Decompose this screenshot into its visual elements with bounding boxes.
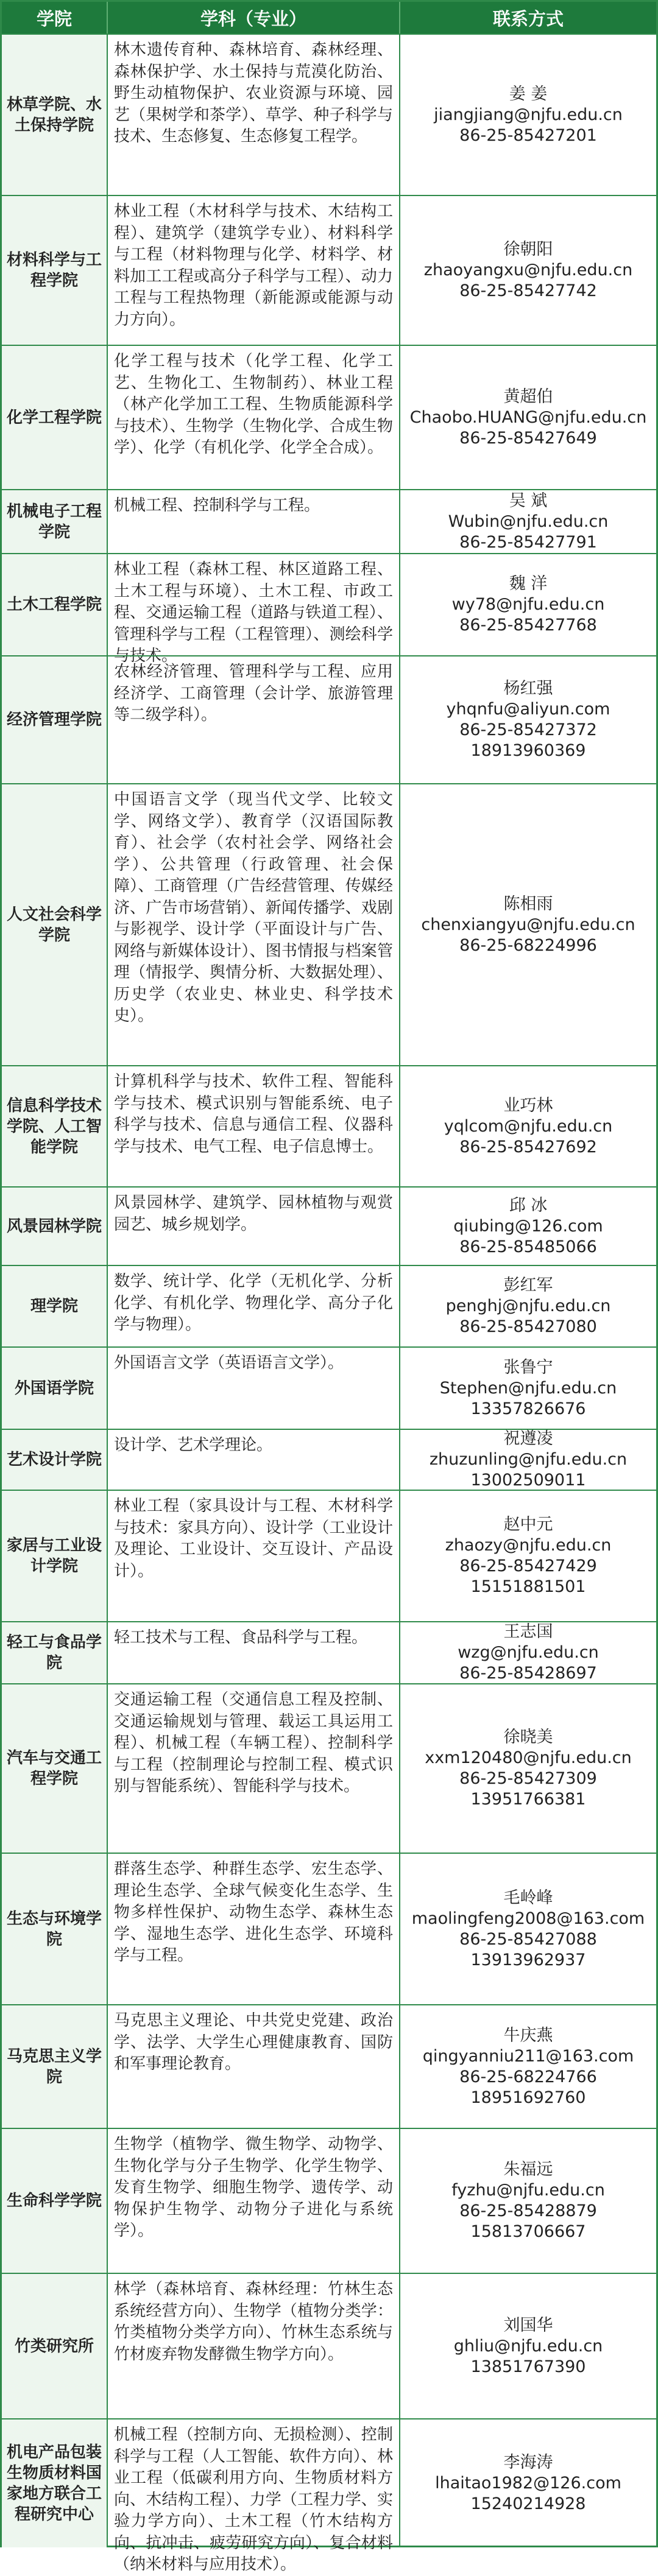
college-cell: 汽车与交通工程学院 bbox=[2, 1684, 107, 1853]
subject-cell: 农林经济管理、管理科学与工程、应用经济学、工商管理（会计学、旅游管理等二级学科）。 bbox=[107, 656, 399, 783]
table-row bbox=[2, 1065, 656, 1186]
table-row bbox=[2, 1265, 656, 1346]
subject-cell: 中国语言文学（现当代文学、比较文学、网络文学）、教育学（汉语国际教育）、社会学（农村社会学、网络社会学）、公共管理（行政管理、社会保障）、工商管理（广告经营管理、传媒经济、广告市场营销）、新闻传播学、戏剧与影视学、设计学（平面设计与广告、网络与新媒体设计）、图书情报与档案管理（情报学、舆情分析、大数据处理）、历史学（农业史、林业史、科学技术史）。 bbox=[107, 784, 399, 1065]
college-cell: 生命科学学院 bbox=[2, 2129, 107, 2273]
college-cell: 生态与环境学院 bbox=[2, 1854, 107, 2004]
college-cell: 竹类研究所 bbox=[2, 2274, 107, 2418]
college-cell: 化学工程学院 bbox=[2, 346, 107, 489]
subject-cell: 数学、统计学、化学（无机化学、分析化学、有机化学、物理化学、高分子化学与物理）。 bbox=[107, 1266, 399, 1346]
subject-cell: 林业工程（家具设计与工程、木材科学与技术：家具方向）、设计学（工业设计及理论、工业设计、交互设计、产品设计）。 bbox=[107, 1491, 399, 1621]
contact-cell: 祝遵凌 zhuzunling@njfu.edu.cn 13002509011 bbox=[399, 1430, 656, 1490]
contact-cell: 吴 斌 Wubin@njfu.edu.cn 86-25-85427791 bbox=[399, 490, 656, 553]
contact-cell: 陈相雨 chenxiangyu@njfu.edu.cn 86-25-68224996 bbox=[399, 784, 656, 1065]
subject-cell: 外国语言文学（英语语言文学）。 bbox=[107, 1348, 399, 1429]
college-cell: 人文社会科学学院 bbox=[2, 784, 107, 1065]
table-row bbox=[2, 1186, 656, 1265]
college-cell: 轻工与食品学院 bbox=[2, 1622, 107, 1683]
table-row bbox=[2, 1346, 656, 1429]
table-row bbox=[2, 195, 656, 345]
table-row bbox=[2, 2273, 656, 2418]
subject-cell: 群落生态学、种群生态学、宏生态学、理论生态学、全球气候变化生态学、生物多样性保护、动物生态学、森林生态学、湿地生态学、进化生态学、环境科学与工程。 bbox=[107, 1854, 399, 2004]
college-cell: 机械电子工程学院 bbox=[2, 490, 107, 553]
contact-cell: 赵中元 zhaozy@njfu.edu.cn 86-25-85427429 15151881501 bbox=[399, 1491, 656, 1621]
header-subject: 学科（专业） bbox=[107, 2, 399, 33]
contact-cell: 毛岭峰 maolingfeng2008@163.com 86-25-85427088 13913962937 bbox=[399, 1854, 656, 2004]
subject-cell: 风景园林学、建筑学、园林植物与观赏园艺、城乡规划学。 bbox=[107, 1188, 399, 1265]
contact-cell: 业巧林 yqlcom@njfu.edu.cn 86-25-85427692 bbox=[399, 1066, 656, 1186]
table-row bbox=[2, 783, 656, 1065]
table-row bbox=[2, 655, 656, 783]
table-row bbox=[2, 1621, 656, 1683]
college-cell: 材料科学与工程学院 bbox=[2, 196, 107, 345]
table-row bbox=[2, 33, 656, 195]
college-cell: 外国语学院 bbox=[2, 1348, 107, 1429]
contact-cell: 李海涛 lhaitao1982@126.com 15240214928 bbox=[399, 2419, 656, 2547]
table-row bbox=[2, 2418, 656, 2574]
contact-cell: 朱福远 fyzhu@njfu.edu.cn 86-25-85428879 15813706667 bbox=[399, 2129, 656, 2273]
contact-cell: 魏 洋 wy78@njfu.edu.cn 86-25-85427768 bbox=[399, 554, 656, 655]
table-row bbox=[2, 1683, 656, 1853]
subject-cell: 林木遗传育种、森林培育、森林经理、森林保护学、水土保持与荒漠化防治、野生动植物保护、农业资源与环境、园艺（果树学和茶学）、草学、种子科学与技术、生态修复、生态修复工程学。 bbox=[107, 35, 399, 195]
table-row bbox=[2, 1429, 656, 1490]
subject-cell: 化学工程与技术（化学工程、化学工艺、生物化工、生物制药）、林业工程（林产化学加工工程、生物质能源科学与技术）、生物学（生物化学、合成生物学）、化学（有机化学、化学全合成）。 bbox=[107, 346, 399, 489]
college-cell: 家居与工业设计学院 bbox=[2, 1491, 107, 1621]
contact-cell: 邱 冰 qiubing@126.com 86-25-85485066 bbox=[399, 1188, 656, 1265]
table-row bbox=[2, 2004, 656, 2128]
subject-cell: 机械工程（控制方向、无损检测）、控制科学与工程（人工智能、软件方向）、林业工程（低碳利用方向、生物质材料方向、木结构工程）、力学（工程力学、实验力学方向）、土木工程（竹木结构方向、抗冲击、疲劳研究方向）、复合材料（纳米材料与应用技术）。 bbox=[107, 2419, 399, 2547]
subject-cell: 马克思主义理论、中共党史党建、政治学、法学、大学生心理健康教育、国防和军事理论教育。 bbox=[107, 2005, 399, 2128]
table-row bbox=[2, 1853, 656, 2004]
college-cell: 马克思主义学院 bbox=[2, 2005, 107, 2128]
header-contact: 联系方式 bbox=[399, 2, 656, 33]
college-cell: 机电产品包装生物质材料国家地方联合工程研究中心 bbox=[2, 2419, 107, 2547]
college-cell: 信息科学技术学院、人工智能学院 bbox=[2, 1066, 107, 1186]
subject-cell: 轻工技术与工程、食品科学与工程。 bbox=[107, 1622, 399, 1683]
college-cell: 林草学院、水土保持学院 bbox=[2, 35, 107, 195]
contact-cell: 徐朝阳 zhaoyangxu@njfu.edu.cn 86-25-85427742 bbox=[399, 196, 656, 345]
contact-cell: 黄超伯 Chaobo.HUANG@njfu.edu.cn 86-25-85427649 bbox=[399, 346, 656, 489]
contact-cell: 王志国 wzg@njfu.edu.cn 86-25-85428697 bbox=[399, 1622, 656, 1683]
contact-cell: 刘国华 ghliu@njfu.edu.cn 13851767390 bbox=[399, 2274, 656, 2418]
contact-cell: 彭红军 penghj@njfu.edu.cn 86-25-85427080 bbox=[399, 1266, 656, 1346]
contact-cell: 姜 姜 jiangjiang@njfu.edu.cn 86-25-85427201 bbox=[399, 35, 656, 195]
table-row bbox=[2, 553, 656, 665]
table-row bbox=[2, 489, 656, 553]
college-cell: 土木工程学院 bbox=[2, 554, 107, 655]
subject-cell: 林业工程（森林工程、林区道路工程、土木工程与环境）、土木工程、市政工程、交通运输工程（道路与铁道工程）、管理科学与工程（工程管理）、测绘科学与技术。 bbox=[107, 554, 399, 655]
subject-cell: 机械工程、控制科学与工程。 bbox=[107, 490, 399, 553]
college-cell: 理学院 bbox=[2, 1266, 107, 1346]
table-row bbox=[2, 345, 656, 489]
table-row bbox=[2, 1490, 656, 1621]
table-row bbox=[2, 2128, 656, 2273]
contact-cell: 牛庆燕 qingyanniu211@163.com 86-25-68224766 18951692760 bbox=[399, 2005, 656, 2128]
subject-cell: 生物学（植物学、微生物学、动物学、生物化学与分子生物学、化学生物学、发育生物学、细胞生物学、遗传学、动物保护生物学、动物分子进化与系统学）。 bbox=[107, 2129, 399, 2273]
contact-cell: 张鲁宁 Stephen@njfu.edu.cn 13357826676 bbox=[399, 1348, 656, 1429]
college-cell: 风景园林学院 bbox=[2, 1188, 107, 1265]
header-college: 学院 bbox=[2, 2, 107, 33]
contact-cell: 徐晓美 xxm120480@njfu.edu.cn 86-25-85427309 13951766381 bbox=[399, 1684, 656, 1853]
contact-cell: 杨红强 yhqnfu@aliyun.com 86-25-85427372 18913960369 bbox=[399, 656, 656, 783]
college-cell: 经济管理学院 bbox=[2, 656, 107, 783]
subject-cell: 交通运输工程（交通信息工程及控制、交通运输规划与管理、载运工具运用工程）、机械工程（车辆工程）、控制科学与工程（控制理论与控制工程、模式识别与智能系统）、智能科学与技术。 bbox=[107, 1684, 399, 1853]
subject-cell: 计算机科学与技术、软件工程、智能科学与技术、模式识别与智能系统、电子科学与技术、信息与通信工程、仪器科学与技术、电气工程、电子信息博士。 bbox=[107, 1066, 399, 1186]
subject-cell: 林业工程（木材科学与技术、木结构工程）、建筑学（建筑学专业）、材料科学与工程（材料物理与化学、材料学、材料加工工程或高分子科学与工程）、动力工程与工程热物理（新能源或能源与动力方向）。 bbox=[107, 196, 399, 345]
subject-cell: 林学（森林培育、森林经理：竹林生态系统经营方向）、生物学（植物分类学：竹类植物分类学方向）、竹林生态系统与竹材废弃物发酵微生物学方向）。 bbox=[107, 2274, 399, 2418]
subject-cell: 设计学、艺术学理论。 bbox=[107, 1430, 399, 1490]
college-cell: 艺术设计学院 bbox=[2, 1430, 107, 1490]
